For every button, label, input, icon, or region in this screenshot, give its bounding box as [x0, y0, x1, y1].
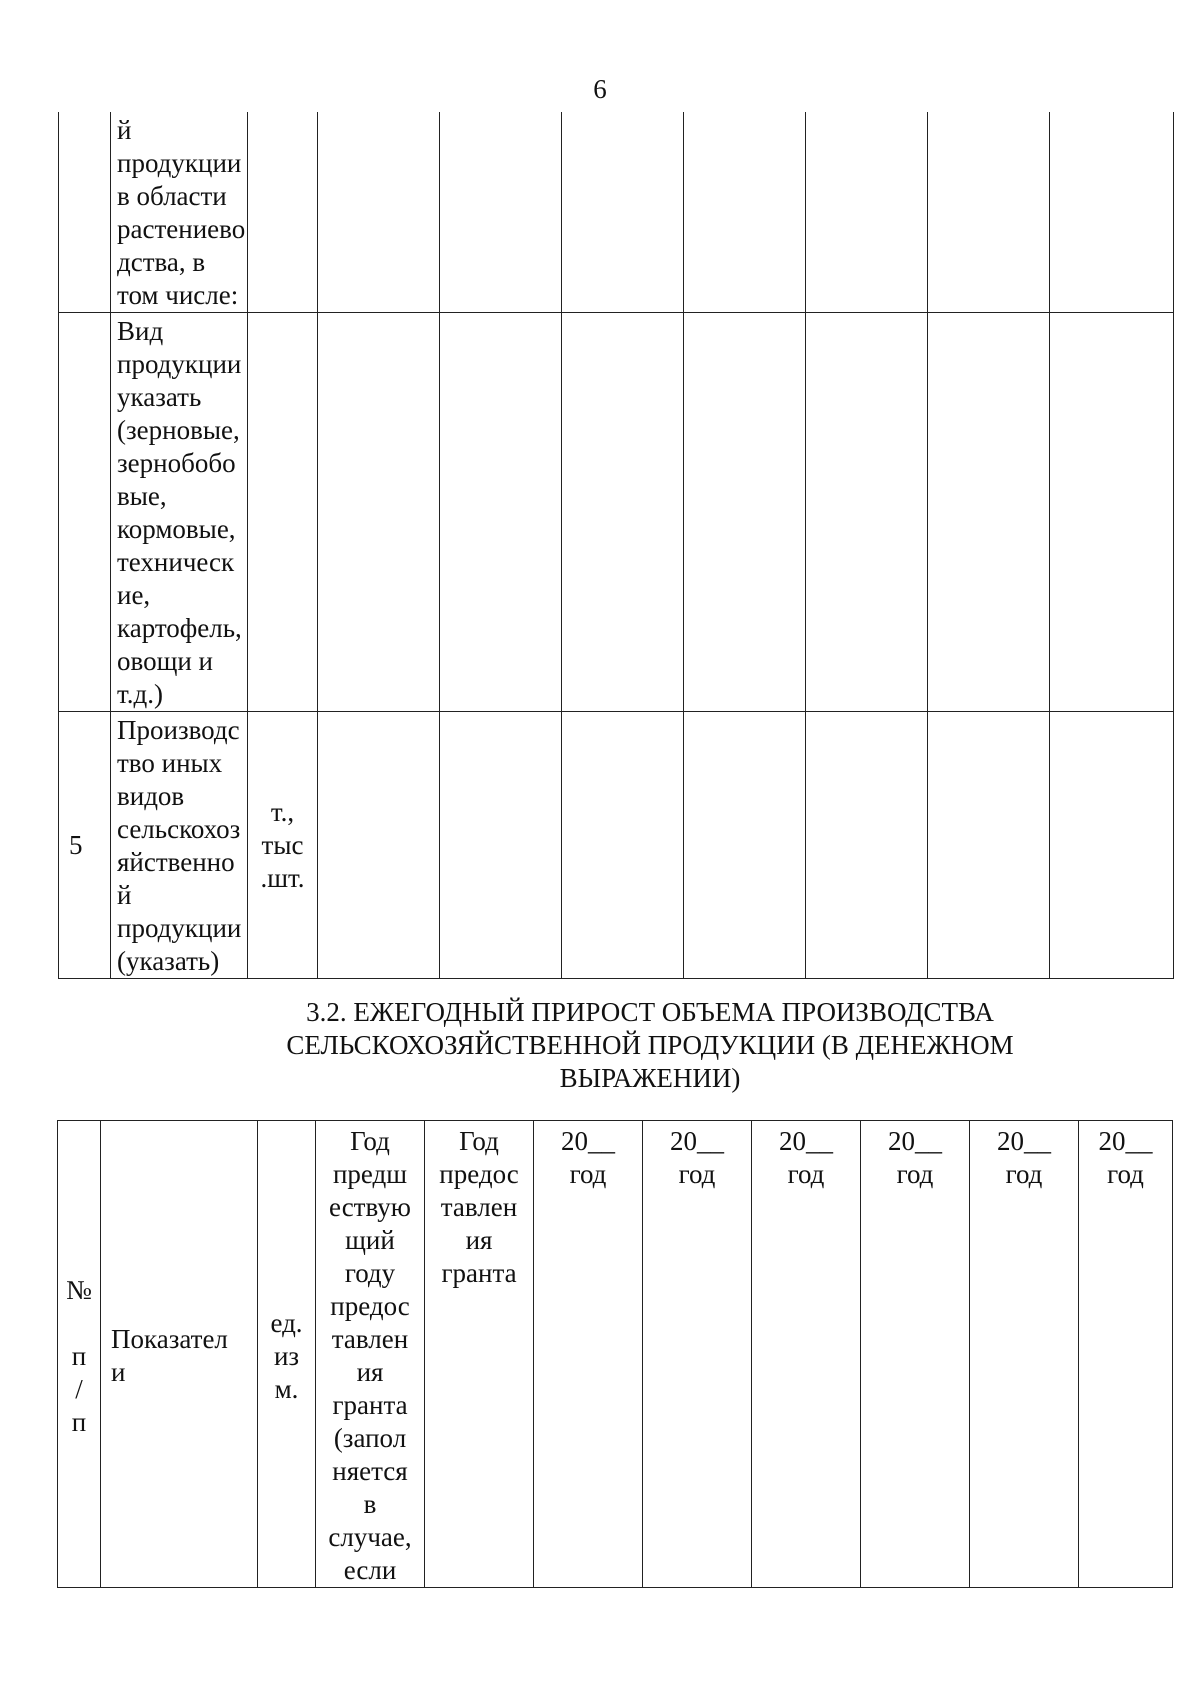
table-cell [684, 712, 806, 979]
row-unit [248, 112, 318, 313]
table-row [59, 313, 1174, 712]
row-number: 5 [59, 712, 111, 979]
header-prev-year: Год предш ествую щий году предос тавлен ия гранта (запол няется в случае, если [316, 1121, 425, 1588]
row-name: Производс тво иных видов сельскохоз яйственно й продукции (указать) [111, 712, 248, 979]
row-number [59, 112, 111, 313]
table-cell [684, 112, 806, 313]
header-indicator: Показател и [101, 1121, 258, 1588]
header-unit: ед. из м. [258, 1121, 316, 1588]
table-cell [440, 712, 562, 979]
table-cell [928, 313, 1050, 712]
table-cell [1050, 313, 1174, 712]
row-unit [248, 313, 318, 712]
table-cell [562, 313, 684, 712]
table-cell [440, 313, 562, 712]
header-year: 20__ год [643, 1121, 752, 1588]
header-year: 20__ год [861, 1121, 970, 1588]
row-name: й продукции в области растениево дства, в том числе: [111, 112, 248, 313]
table-cell [1050, 712, 1174, 979]
row-unit: т., тыс .шт. [248, 712, 318, 979]
row-number [59, 313, 111, 712]
table-header-row [58, 1121, 1173, 1588]
table-cell [562, 112, 684, 313]
table-cell [928, 712, 1050, 979]
table-row [59, 712, 1174, 979]
header-grant-year: Год предос тавлен ия гранта [425, 1121, 534, 1588]
table-cell [806, 712, 928, 979]
row-name: Вид продукции указать (зерновые, зернобобо вые, кормовые, техническ ие, картофель, овощи и т.д.) [111, 313, 248, 712]
page-number: 6 [593, 74, 607, 104]
table-row [59, 112, 1174, 313]
table-cell [806, 313, 928, 712]
section-title: 3.2. ЕЖЕГОДНЫЙ ПРИРОСТ ОБЪЕМА ПРОИЗВОДСТВА СЕЛЬСКОХОЗЯЙСТВЕННОЙ ПРОДУКЦИИ (В ДЕНЕЖНОМ ВЫРАЖЕНИИ) [286, 997, 1014, 1093]
annual-growth-table [57, 1120, 1173, 1588]
header-year: 20__ год [970, 1121, 1079, 1588]
table-cell [318, 313, 440, 712]
header-row-number: № п / п [58, 1121, 101, 1588]
table-cell [318, 112, 440, 313]
header-year: 20__ год [752, 1121, 861, 1588]
table-cell [684, 313, 806, 712]
table-cell [806, 112, 928, 313]
header-year: 20__ год [1079, 1121, 1173, 1588]
table-cell [1050, 112, 1174, 313]
production-table-continued [58, 112, 1174, 979]
header-year: 20__ год [534, 1121, 643, 1588]
table-cell [318, 712, 440, 979]
table-cell [562, 712, 684, 979]
table-cell [440, 112, 562, 313]
table-cell [928, 112, 1050, 313]
